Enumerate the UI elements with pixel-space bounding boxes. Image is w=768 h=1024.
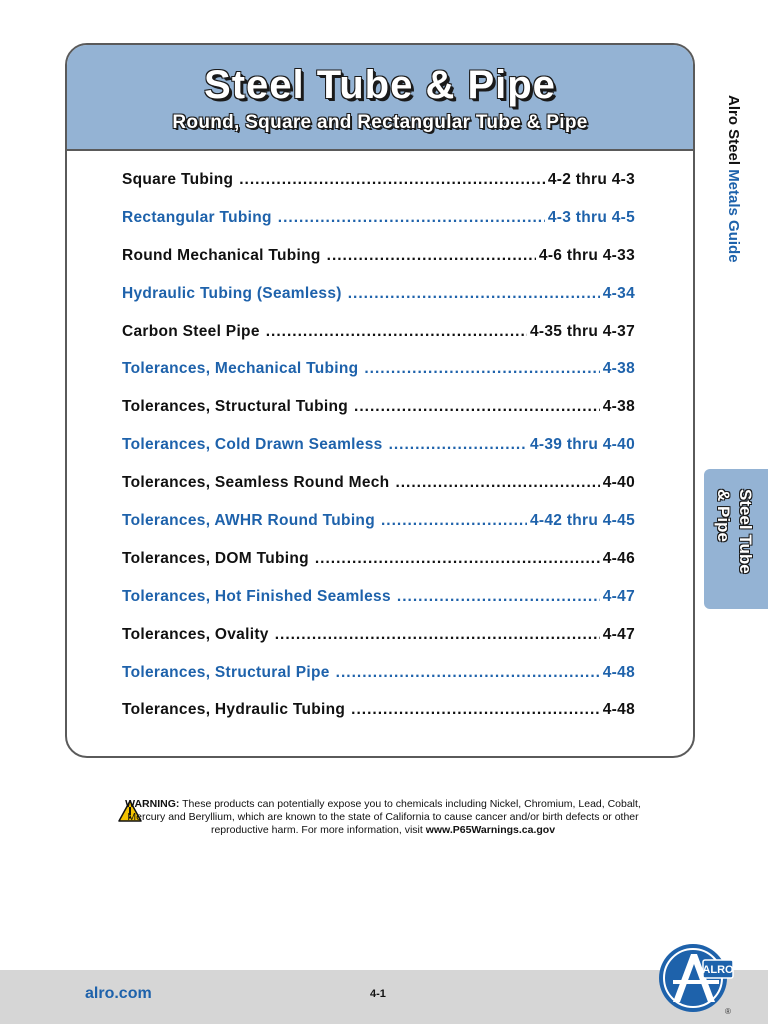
toc-row[interactable] [122, 285, 635, 323]
toc-row[interactable] [122, 474, 635, 512]
toc-leader-dots [239, 171, 545, 189]
toc-entry-page: 4-35 thru 4-37 [530, 322, 635, 340]
toc-list [122, 171, 635, 739]
toc-entry-page: 4-2 thru 4-3 [547, 171, 635, 188]
toc-entry-page: 4-42 thru 4-45 [530, 512, 635, 530]
toc-entry-page: 4-39 thru 4-40 [530, 436, 635, 454]
toc-entry-label: Round Mechanical Tubing [122, 246, 321, 264]
footer-site-link[interactable]: alro.com [85, 985, 152, 1002]
page-subtitle: Round, Square and Rectangular Tube & Pipe [172, 112, 588, 133]
toc-row[interactable] [122, 664, 635, 702]
page-number: 4-1 [370, 988, 386, 1000]
toc-leader-dots [397, 588, 600, 606]
toc-row[interactable] [122, 550, 635, 588]
toc-row[interactable] [122, 588, 635, 626]
toc-leader-dots [336, 664, 600, 682]
toc-header [67, 45, 693, 151]
warning-label: WARNING: [125, 798, 180, 810]
toc-row[interactable] [122, 436, 635, 474]
toc-leader-dots [327, 247, 536, 265]
toc-entry-label: Carbon Steel Pipe [122, 322, 260, 340]
toc-row[interactable] [122, 398, 635, 436]
toc-leader-dots [278, 209, 545, 227]
toc-leader-dots [351, 701, 600, 719]
toc-entry-label: Tolerances, Cold Drawn Seamless [122, 436, 383, 454]
footer [0, 970, 768, 1024]
toc-entry-page: 4-6 thru 4-33 [538, 246, 635, 264]
toc-entry-label: Tolerances, AWHR Round Tubing [122, 512, 375, 530]
toc-leader-dots [364, 360, 599, 378]
toc-row[interactable] [122, 209, 635, 247]
toc-row[interactable] [122, 626, 635, 664]
toc-entry-page: 4-38 [602, 360, 635, 378]
toc-row[interactable] [122, 247, 635, 285]
toc-entry-label: Tolerances, Mechanical Tubing [122, 360, 359, 378]
toc-leader-dots [275, 626, 600, 644]
alro-logo [655, 942, 735, 1016]
toc-row[interactable] [122, 512, 635, 550]
toc-entry-label: Tolerances, Structural Pipe [122, 663, 330, 681]
toc-row[interactable] [122, 171, 635, 209]
toc-leader-dots [389, 436, 527, 454]
toc-entry-label: Tolerances, DOM Tubing [122, 549, 309, 567]
toc-leader-dots [348, 285, 600, 303]
toc-entry-page: 4-3 thru 4-5 [547, 208, 635, 226]
toc-row[interactable] [122, 323, 635, 361]
toc-entry-page: 4-34 [602, 284, 635, 302]
guide-label-prefix: Alro Steel [725, 95, 742, 170]
toc-entry-label: Tolerances, Hot Finished Seamless [122, 587, 391, 605]
toc-entry-label: Rectangular Tubing [122, 208, 272, 226]
warning-text: These products can potentially expose you to chemicals including Nickel, Chromium, Lead, Cobalt, Mercury and Beryllium, which are known to the state of California to cause cancer and/or birth defects or other reproductive harm. For more information, visit [127, 798, 641, 836]
toc-entry-label: Tolerances, Hydraulic Tubing [122, 701, 346, 719]
section-tab-label: Steel Tube & Pipe [714, 489, 755, 574]
toc-leader-dots [315, 550, 600, 568]
toc-entry-label: Hydraulic Tubing (Seamless) [122, 284, 342, 302]
toc-entry-label: Square Tubing [122, 171, 234, 188]
logo-text: ALRO [702, 964, 734, 976]
toc-entry-page: 4-48 [602, 663, 635, 681]
guide-side-label [720, 95, 742, 315]
toc-leader-dots [266, 323, 527, 341]
page-title: Steel Tube & Pipe [204, 63, 556, 107]
toc-leader-dots [395, 474, 599, 492]
toc-entry-page: 4-46 [602, 549, 635, 567]
toc-entry-label: Tolerances, Structural Tubing [122, 398, 349, 416]
toc-leader-dots [381, 512, 527, 530]
toc-row[interactable] [122, 360, 635, 398]
toc-entry-label: Tolerances, Ovality [122, 625, 269, 643]
section-tab[interactable] [704, 469, 768, 609]
toc-panel [65, 43, 695, 758]
toc-entry-page: 4-48 [602, 701, 635, 719]
toc-entry-page: 4-40 [602, 474, 635, 492]
warning-notice [118, 798, 648, 837]
warning-link[interactable]: www.P65Warnings.ca.gov [425, 824, 556, 836]
toc-entry-page: 4-47 [602, 625, 635, 643]
toc-entry-label: Tolerances, Seamless Round Mech [122, 474, 390, 492]
logo-registered-mark: ® [725, 1007, 731, 1016]
toc-leader-dots [354, 398, 600, 416]
toc-entry-page: 4-38 [602, 398, 635, 416]
toc-entry-page: 4-47 [602, 587, 635, 605]
guide-label-accent: Metals Guide [725, 169, 742, 263]
toc-row[interactable] [122, 701, 635, 739]
